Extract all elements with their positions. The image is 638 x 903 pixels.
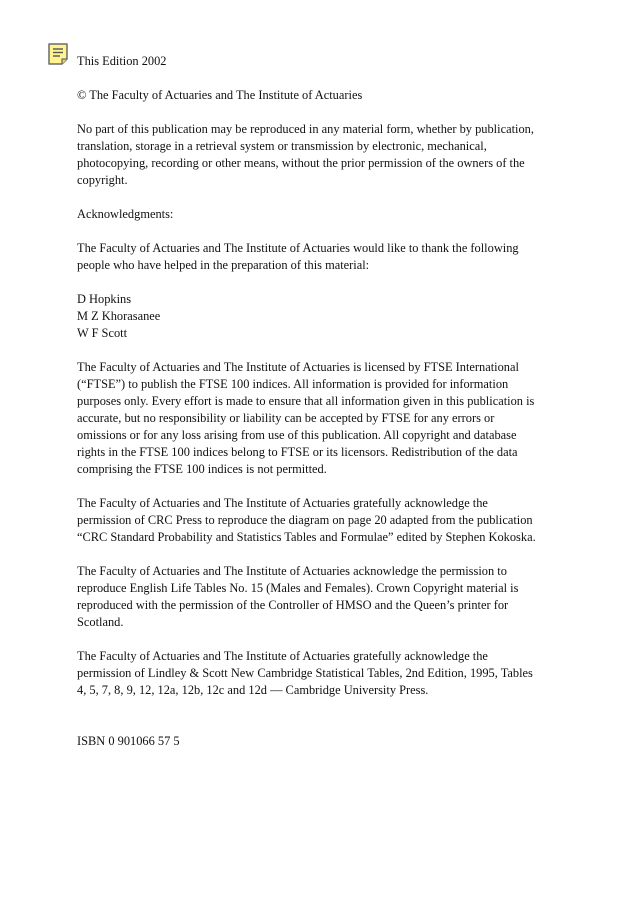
life-tables-notice: The Faculty of Actuaries and The Institute of Actuaries acknowledge the permission to reproduce English Life Tables No. 15 (Males and Females). Crown Copyright material is reproduced with the permission of the Controller of HMSO and the Queen’s printer for Scotland. (77, 564, 519, 629)
copyright-line: © The Faculty of Actuaries and The Institute of Actuaries (77, 88, 363, 102)
edition-line: This Edition 2002 (77, 54, 167, 68)
note-icon[interactable] (46, 42, 70, 66)
ftse-notice: The Faculty of Actuaries and The Institute of Actuaries is licensed by FTSE International (“FTSE”) to publish the FTSE 100 indices. All information is provided for information purposes only. Every effort is made to ensure that all information given in this publication is accurate, but no responsibility or liability can be accepted by FTSE for any errors or omissions or for any loss arising from use of this publication. All copyright and database rights in the FTSE 100 indices belong to FTSE or its licensors. Redistribution of the data comprising the FTSE 100 indices is not permitted. (77, 360, 535, 476)
crc-notice: The Faculty of Actuaries and The Institute of Actuaries gratefully acknowledge the permission of CRC Press to reproduce the diagram on page 20 adapted from the publication “CRC Standard Probability and Statistics Tables and Formulae” edited by Stephen Kokoska. (77, 496, 536, 544)
acknowledgments-intro: The Faculty of Actuaries and The Institute of Actuaries would like to thank the following people who have helped in the preparation of this material: (77, 241, 519, 272)
rights-notice: No part of this publication may be reproduced in any material form, whether by publication, translation, storage in a retrieval system or transmission by electronic, mechanical, photocopying, recording or other means, without the prior permission of the owners of the copyright. (77, 122, 534, 187)
contributors-list (77, 291, 567, 342)
isbn-line: ISBN 0 901066 57 5 (77, 734, 180, 748)
document-body (77, 53, 567, 767)
contributor-name: D Hopkins (77, 292, 132, 306)
lindley-scott-notice: The Faculty of Actuaries and The Institute of Actuaries gratefully acknowledge the permission of Lindley & Scott New Cambridge Statistical Tables, 2nd Edition, 1995, Tables 4, 5, 7, 8, 9, 12, 12a, 12b, 12c and 12d — Cambridge University Press. (77, 649, 533, 697)
contributor-name: W F Scott (77, 326, 128, 340)
contributor-name: M Z Khorasanee (77, 309, 161, 323)
acknowledgments-heading: Acknowledgments: (77, 207, 174, 221)
